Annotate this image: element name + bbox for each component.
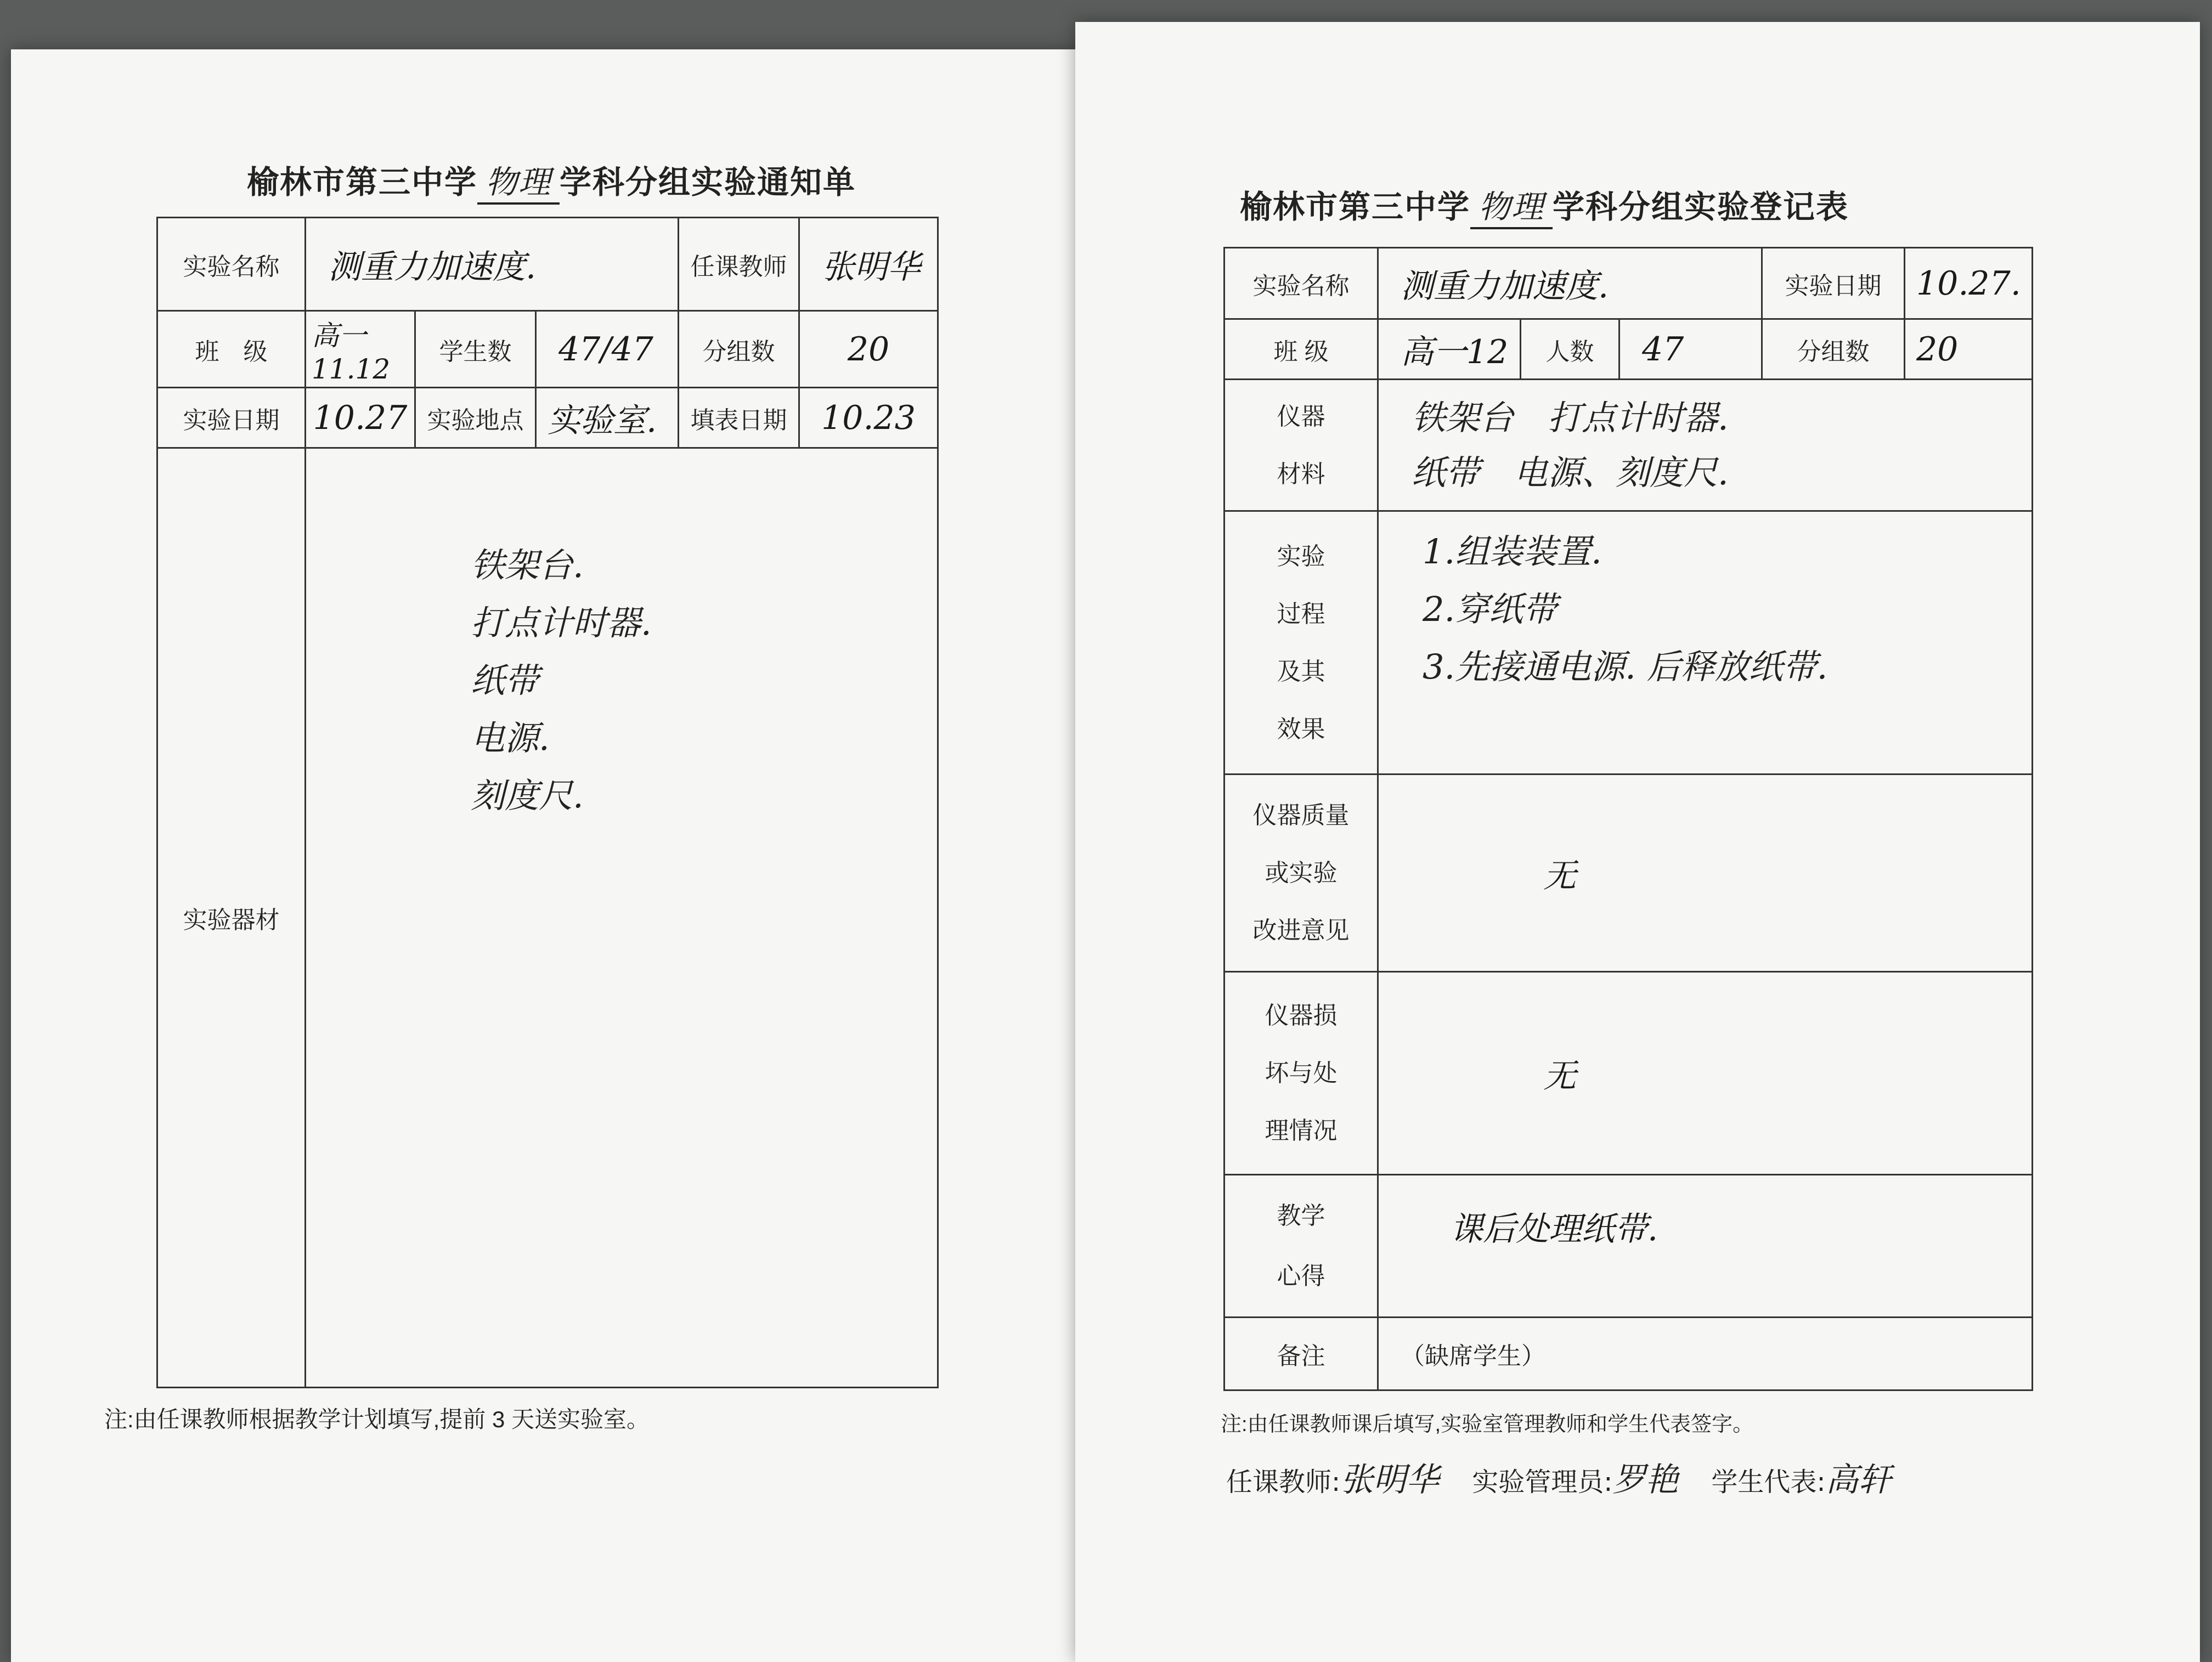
table-row — [1225, 775, 2032, 973]
equipment-item: 纸带 — [471, 660, 539, 700]
table-row — [1225, 248, 2032, 320]
teacher-signature — [1226, 1454, 1439, 1501]
title-subject: 物理 — [1470, 181, 1553, 229]
fill-date-value: 10.23 — [821, 398, 916, 437]
exp-date-label: 实验日期 — [158, 388, 306, 447]
remarks-label: 备注 — [1225, 1318, 1379, 1389]
damage-value: 无 — [1543, 1056, 1576, 1095]
teaching-value: 课后处理纸带. — [1450, 1210, 1658, 1248]
register-title — [1240, 181, 1849, 229]
equipment-item: 刻度尺. — [471, 776, 584, 816]
admin-signature-value: 罗艳 — [1612, 1461, 1679, 1499]
damage-label — [1225, 973, 1379, 1174]
notice-title — [247, 156, 856, 205]
title-school: 榆林市第三中学 — [247, 163, 478, 201]
class-label: 班 级 — [158, 312, 306, 387]
exp-date-value: 10.27. — [1916, 264, 2021, 303]
instruments-list — [1379, 391, 1729, 500]
groups-label: 分组数 — [679, 312, 800, 387]
exp-date-label: 实验日期 — [1763, 248, 1905, 318]
groups-label: 分组数 — [1763, 320, 1905, 378]
equipment-item: 电源. — [471, 718, 550, 758]
title-subject: 物理 — [477, 156, 560, 205]
quality-value: 无 — [1543, 856, 1576, 895]
process-step: 2.穿纸带 — [1423, 589, 1558, 629]
notice-footnote: 注:由任课教师根据教学计划填写,提前 3 天送实验室。 — [104, 1406, 650, 1432]
student-signature-value: 高轩 — [1825, 1461, 1892, 1499]
table-row — [158, 218, 937, 312]
exp-name-value: 测重力加速度. — [1379, 248, 1763, 318]
label-line: 坏与处 — [1265, 1060, 1338, 1087]
process-steps — [1379, 512, 1827, 696]
instruments-label — [1225, 380, 1379, 510]
table-row — [1225, 1318, 2032, 1389]
table-row — [1225, 320, 2032, 380]
label-line: 仪器 — [1277, 403, 1325, 430]
class-value: 高一12 — [1379, 320, 1521, 378]
process-step: 3.先接通电源. 后释放纸带. — [1423, 647, 1828, 687]
table-row — [1225, 512, 2032, 775]
admin-signature — [1472, 1454, 1678, 1501]
exp-name-label: 实验名称 — [158, 218, 306, 310]
equipment-area — [306, 449, 937, 1387]
process-value — [1379, 512, 2032, 773]
student-signature-label: 学生代表: — [1711, 1467, 1826, 1497]
label-line: 材料 — [1277, 460, 1325, 488]
teacher-value: 张明华 — [822, 247, 921, 286]
label-line: 仪器损 — [1265, 1002, 1338, 1029]
table-row — [1225, 380, 2032, 512]
people-value: 47 — [1620, 320, 1763, 378]
label-line: 实验 — [1277, 542, 1325, 570]
table-row — [158, 449, 937, 1387]
instruments-line: 纸带 电源、刻度尺. — [1412, 452, 1729, 493]
table-row — [158, 388, 937, 449]
exp-name-label: 实验名称 — [1225, 248, 1379, 318]
label-line: 及其 — [1277, 658, 1325, 685]
quality-label — [1225, 775, 1379, 971]
label-line: 改进意见 — [1252, 917, 1350, 944]
label-line: 心得 — [1277, 1262, 1325, 1290]
students-value: 47/47 — [537, 312, 679, 387]
register-footnote: 注:由任课教师课后填写,实验室管理教师和学生代表签字。 — [1221, 1413, 1754, 1436]
register-sheet — [1075, 22, 2200, 1662]
table-row — [1225, 973, 2032, 1175]
exp-date-value: 10.27 — [306, 388, 416, 447]
student-signature — [1711, 1454, 1891, 1501]
table-row — [158, 312, 937, 388]
admin-signature-label: 实验管理员: — [1472, 1467, 1613, 1497]
notice-table — [156, 217, 939, 1388]
title-form-name: 学科分组实验通知单 — [560, 163, 856, 201]
class-value: 高一11.12 — [306, 312, 416, 387]
signature-row — [1226, 1454, 1892, 1501]
notice-sheet — [11, 49, 1081, 1662]
label-line: 或实验 — [1265, 860, 1338, 886]
title-form-name: 学科分组实验登记表 — [1553, 188, 1849, 225]
process-label — [1225, 512, 1379, 773]
fill-date-label: 填表日期 — [679, 388, 800, 447]
remarks-value: （缺席学生） — [1401, 1343, 1545, 1370]
label-line: 仪器质量 — [1252, 802, 1350, 829]
teacher-label: 任课教师 — [679, 218, 800, 310]
table-row — [1225, 1175, 2032, 1318]
teaching-label — [1225, 1175, 1379, 1316]
location-value: 实验室. — [537, 388, 679, 447]
title-school: 榆林市第三中学 — [1240, 188, 1471, 225]
equipment-label: 实验器材 — [158, 449, 306, 1387]
label-line: 过程 — [1277, 600, 1325, 628]
groups-value: 20 — [847, 330, 890, 369]
teacher-signature-label: 任课教师: — [1226, 1467, 1341, 1497]
label-line: 效果 — [1277, 715, 1325, 743]
equipment-item: 铁架台. — [471, 545, 584, 585]
label-line: 教学 — [1277, 1202, 1325, 1229]
location-label: 实验地点 — [416, 388, 537, 447]
instruments-value — [1379, 380, 2032, 510]
equipment-list — [471, 536, 652, 824]
instruments-line: 铁架台 打点计时器. — [1412, 397, 1729, 438]
teacher-signature-value: 张明华 — [1340, 1461, 1440, 1499]
class-label: 班 级 — [1225, 320, 1379, 378]
process-step: 1.组装装置. — [1423, 532, 1602, 572]
students-label: 学生数 — [416, 312, 537, 387]
label-line: 理情况 — [1265, 1117, 1338, 1144]
people-label: 人数 — [1521, 320, 1620, 378]
equipment-item: 打点计时器. — [471, 603, 652, 643]
groups-value: 20 — [1916, 330, 1959, 369]
exp-name-value: 测重力加速度. — [306, 218, 679, 310]
register-table — [1223, 247, 2033, 1391]
